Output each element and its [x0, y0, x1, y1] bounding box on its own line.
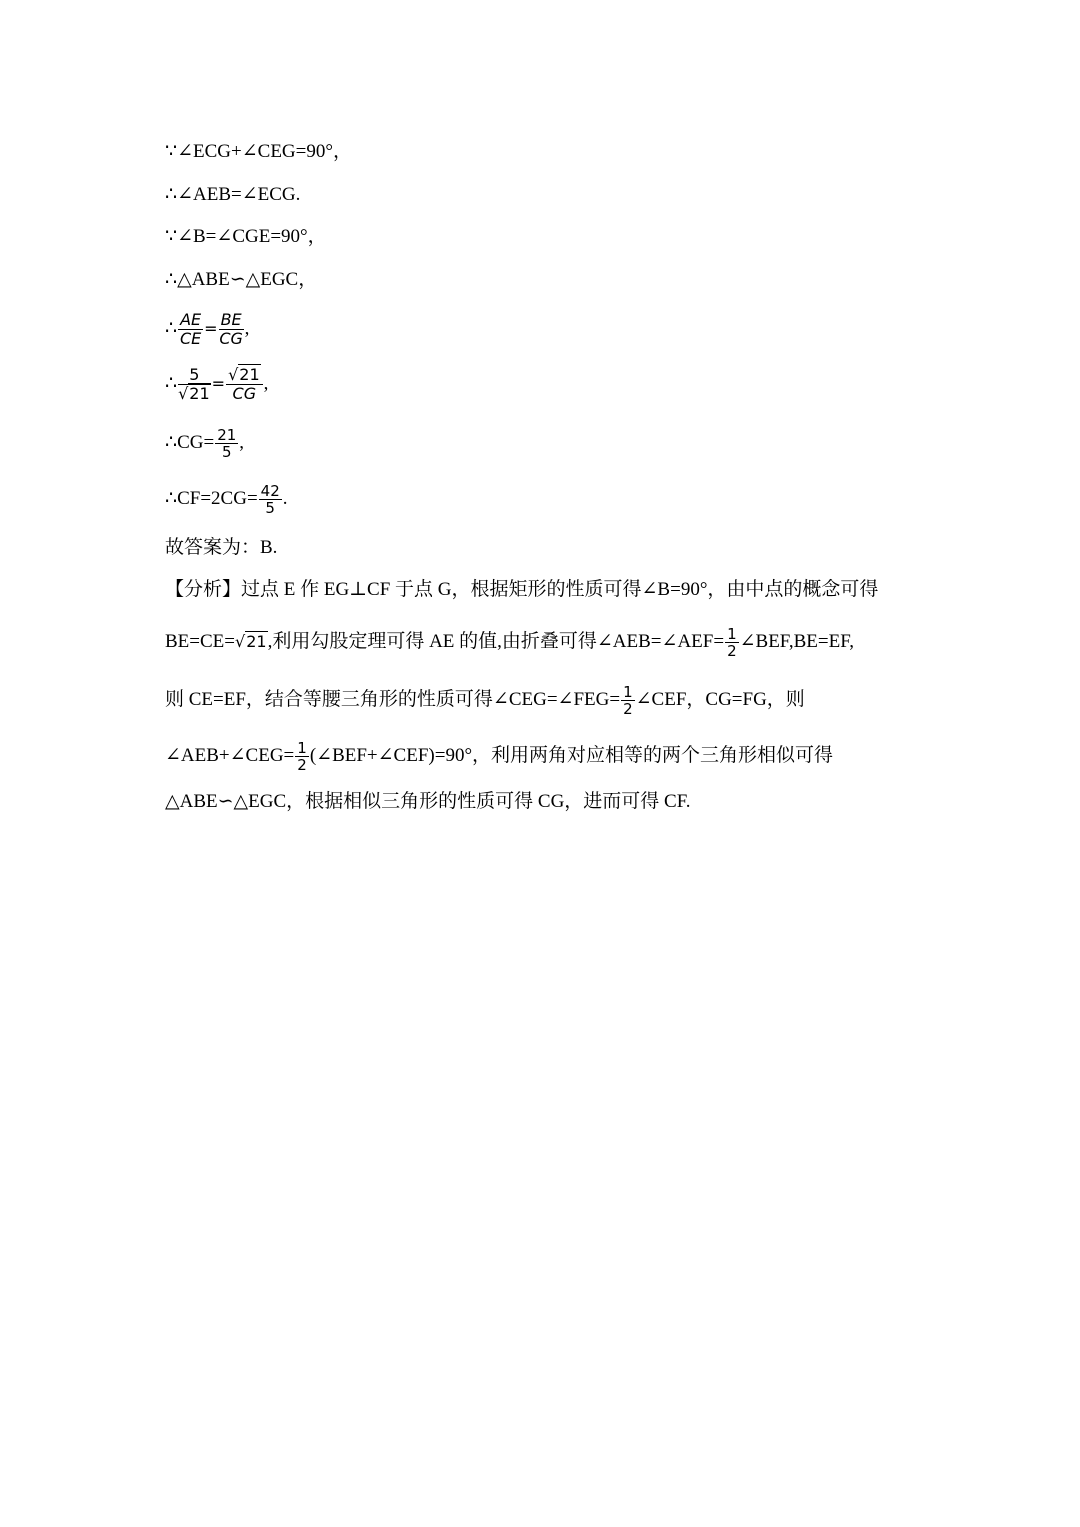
analysis-line-2: BE=CE=√21,利用勾股定理可得 AE 的值,由折叠可得∠AEB=∠AEF= $\frac{1}{2}$ ∠BEF,BE=EF, [165, 625, 854, 660]
line-angle-equal: ∴∠AEB=∠ECG. [165, 184, 301, 205]
line-similar-triangles: ∴△ABE∽△EGC， [165, 269, 318, 290]
line-substituted-ratio: ∴ $\frac{5}{√21}$ = $\frac{√21}{CG}$ , [165, 365, 269, 403]
fraction-one-half: $\frac{1}{2}$ [727, 625, 737, 660]
analysis-line-4: ∠AEB+∠CEG= $\frac{1}{2}$ (∠BEF+∠CEF)=90°，利用两角对应相等的两个三角形相似可得 [165, 739, 834, 774]
line-angle-sum: ∵∠ECG+∠CEG=90°， [165, 141, 352, 162]
line-ratio-equation: ∴ $\frac{AE}{CE}$ = $\frac{BE}{CG}$ , [165, 310, 250, 348]
fraction-ae-ce: $\frac{AE}{CE}$ [179, 310, 202, 348]
sqrt-21: √21 [235, 631, 267, 651]
analysis-line-1: 【分析】过点 E 作 EG⊥CF 于点 G，根据矩形的性质可得∠B=90°，由中点的概念可得 [165, 579, 879, 600]
fraction-one-half: $\frac{1}{2}$ [297, 739, 307, 774]
therefore-symbol: ∴ [165, 317, 178, 339]
fraction-21-5: $\frac{21}{5}$ [217, 426, 237, 461]
line-cf-value: ∴CF=2CG= $\frac{42}{5}$ . [165, 482, 288, 517]
line-right-angles: ∵∠B=∠CGE=90°， [165, 226, 327, 247]
analysis-line-3: 则 CE=EF，结合等腰三角形的性质可得∠CEG=∠FEG= $\frac{1}{2}$ ∠CEF，CG=FG，则 [165, 683, 805, 718]
fraction-sqrt21-cg: $\frac{√21}{CG}$ [226, 366, 263, 403]
line-cg-value: ∴CG= $\frac{21}{5}$ , [165, 426, 245, 461]
fraction-42-5: $\frac{42}{5}$ [260, 482, 280, 517]
answer-line: 故答案为：B. [165, 537, 278, 558]
fraction-one-half: $\frac{1}{2}$ [623, 683, 633, 718]
fraction-5-sqrt21: $\frac{5}{√21}$ [178, 365, 210, 403]
fraction-be-cg: $\frac{BE}{CG}$ [219, 310, 243, 348]
analysis-line-5: △ABE∽△EGC，根据相似三角形的性质可得 CG，进而可得 CF. [165, 791, 691, 812]
